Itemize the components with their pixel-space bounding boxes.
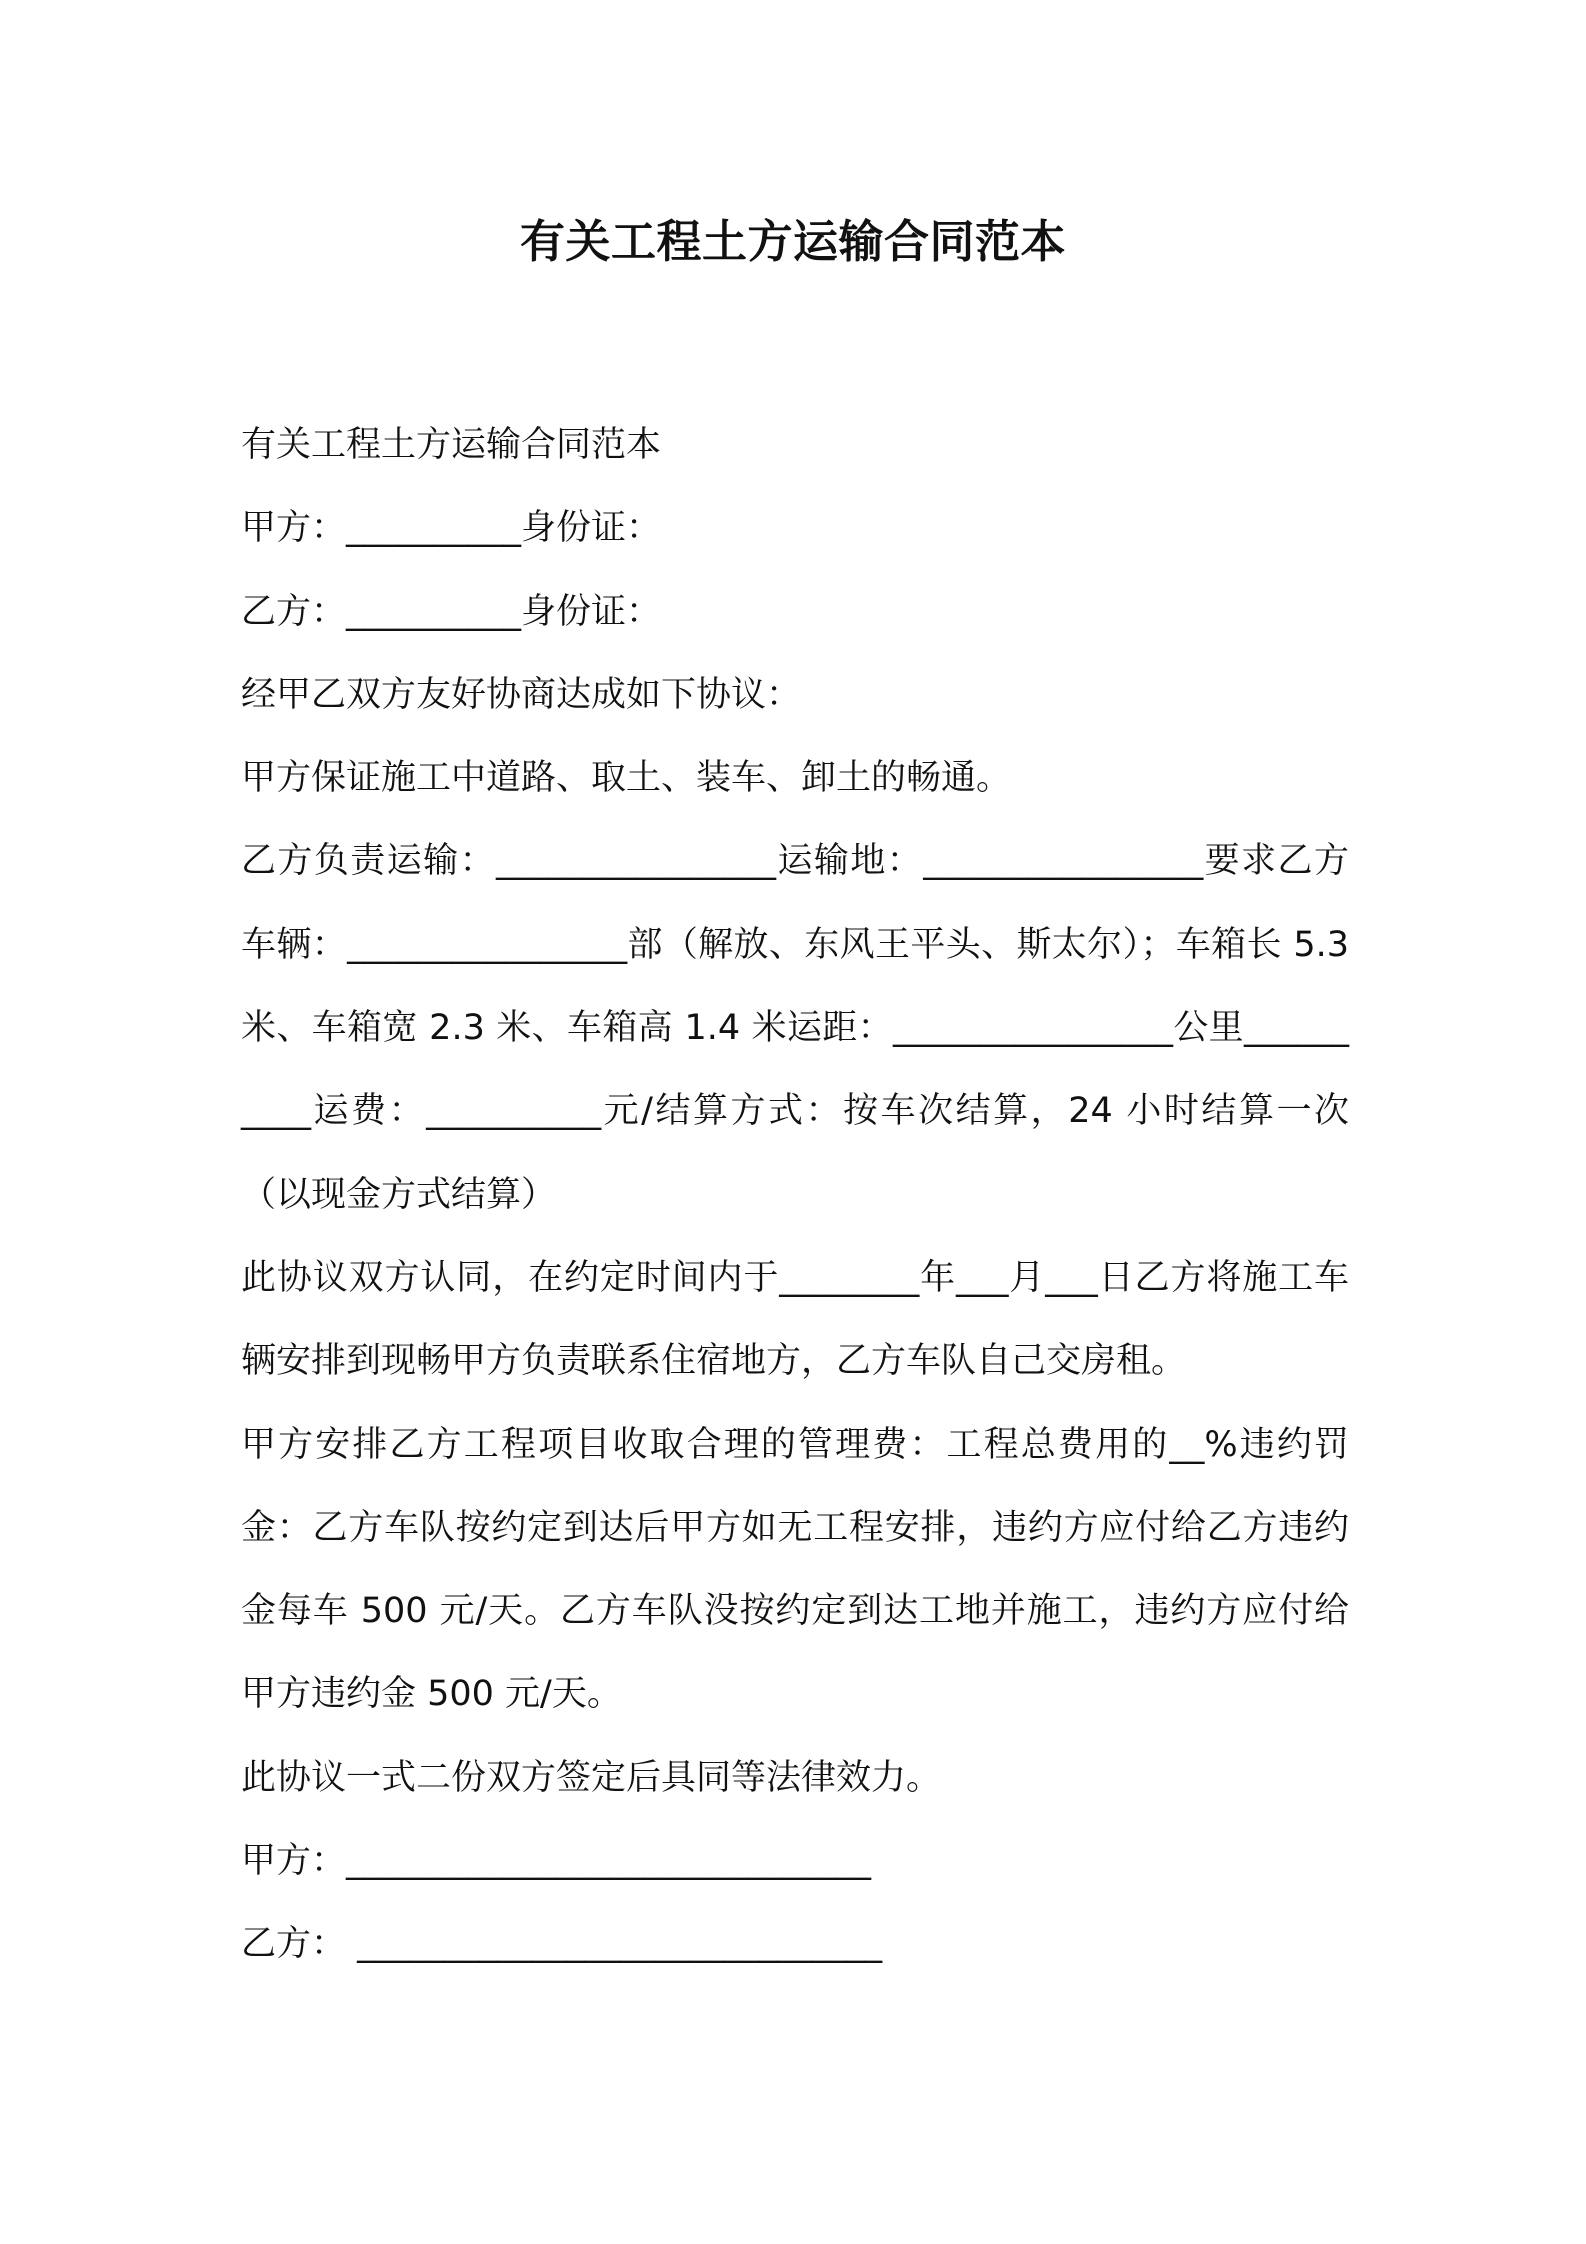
party-b-line: 乙方：__________身份证： [241,591,662,632]
clause-management-fee-penalty: 甲方安排乙方工程项目收取合理的管理费：工程总费用的__%违约罚金：乙方车队按约定到达后甲方如无工程安排，违约方应付给乙方违约金每车 500 元/天。乙方车队没按约定到达工地并施工，违约方应付给甲方违约金 500 元/天。 [241,1424,1349,1715]
clause-road-access: 甲方保证施工中道路、取土、装车、卸土的畅通。 [241,758,1012,799]
document-subtitle: 有关工程土方运输合同范本 [241,425,662,465]
intro-paragraph: 经甲乙双方友好协商达成如下协议： [241,674,802,715]
document-title: 有关工程土方运输合同范本 [519,215,1066,268]
signature-party-a: 甲方：______________________________ [241,1841,872,1882]
clause-transport-terms: 乙方负责运输：________________运输地：________________要求乙方车辆：________________部（解放、东风王平头、斯太尔）；车箱长 5.3 米、车箱宽 2.3 米、车箱高 1.4 米运距：________________公里__________运费：__________元/结算方式：按车次结算，24 小时结算一次（以现金方式结算） [241,841,1349,1215]
clause-schedule: 此协议双方认同，在约定时间内于________年___月___日乙方将施工车辆安排到现畅甲方负责联系住宿地方，乙方车队自己交房租。 [241,1257,1349,1382]
clause-validity: 此协议一式二份双方签定后具同等法律效力。 [241,1757,942,1798]
signature-party-b: 乙方： ______________________________ [241,1924,883,1965]
party-a-line: 甲方：__________身份证： [241,508,662,549]
document-body [241,404,1349,1987]
